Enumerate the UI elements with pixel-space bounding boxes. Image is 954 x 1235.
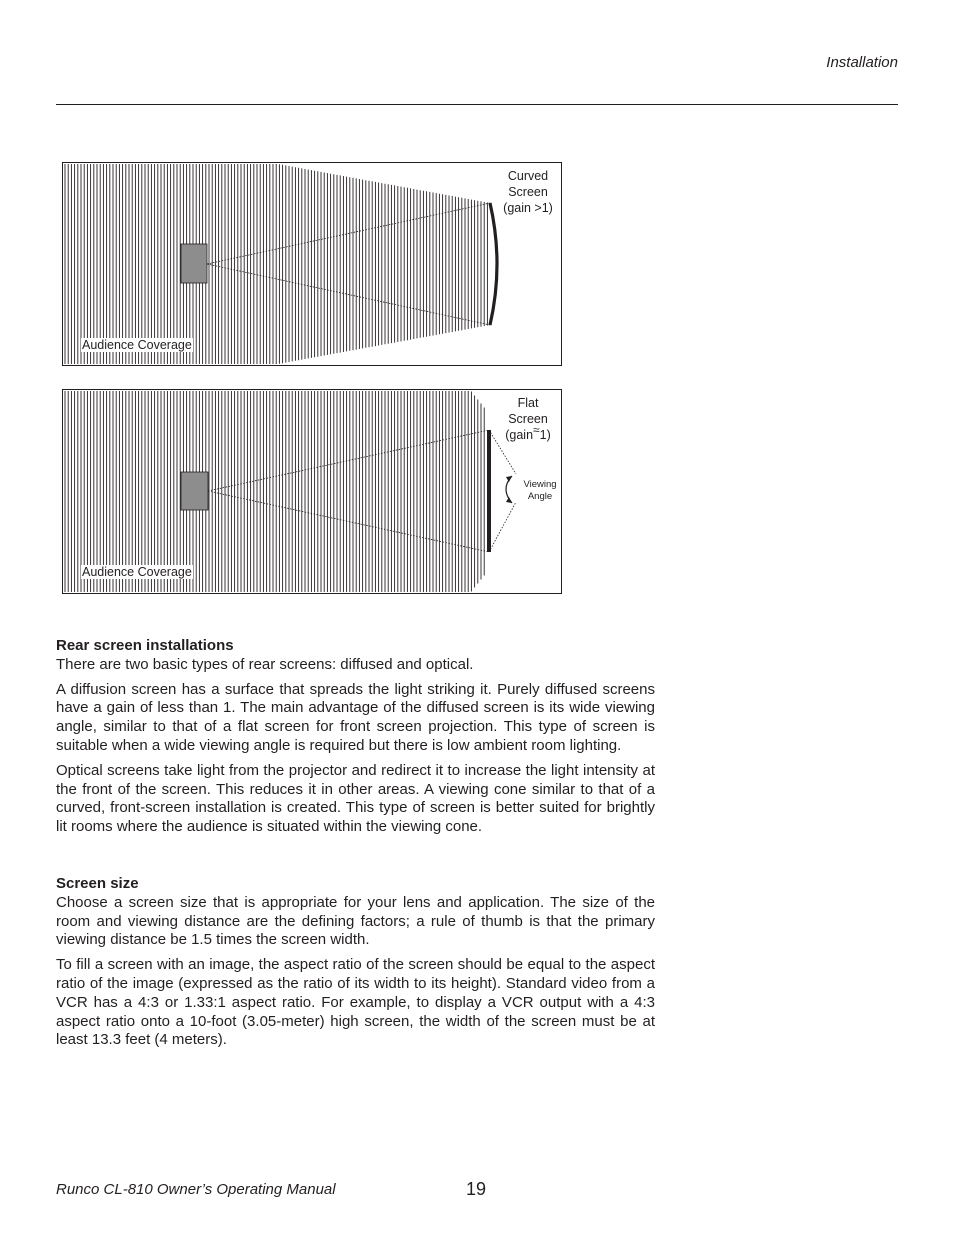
curved-screen-label: Curved Screen (gain >1)	[503, 169, 553, 215]
audience-coverage-hatching	[65, 164, 487, 364]
viewing-angle-arrowhead-bottom	[506, 497, 512, 503]
paragraph: A diffusion screen has a surface that spreads the light striking it. Purely diffused screens have a gain of less than 1. The main advantage of the diffused screen is its wide viewing angle, similar to that of a flat screen for front screen projection. This type of screen is suitable when a wide viewing angle is required but there is low ambient room lighting.	[56, 680, 655, 754]
paragraph: To fill a screen with an image, the aspect ratio of the screen should be equal to the aspect ratio of the image (expressed as the ratio of its width to its height). Standard video from a VCR has a 4:3 or 1.33:1 aspect ratio. For example, to display a VCR output with a 4:3 aspect ratio onto a 10-foot (3.05-meter) high screen, the width of the screen must be at least 13.3 feet (4 meters).	[56, 956, 655, 1049]
projection-ray-bottom	[207, 264, 490, 325]
section-heading: Rear screen installations	[56, 637, 234, 654]
projection-ray-bottom	[208, 491, 489, 552]
paragraph: There are two basic types of rear screens: diffused and optical.	[56, 655, 474, 673]
curved-screen-illustration	[63, 163, 561, 365]
audience-coverage-label: Audience Coverage	[82, 565, 192, 579]
page-number: 19	[466, 1179, 487, 1199]
viewing-angle-arrowhead-top	[506, 476, 512, 482]
section-heading: Screen size	[56, 875, 139, 892]
flat-screen-illustration	[63, 390, 561, 593]
viewing-angle-label: Viewing Angle	[523, 479, 557, 502]
screen-size-section	[56, 875, 655, 1056]
viewing-cone-bottom	[489, 502, 516, 552]
curved-screen-shape	[490, 203, 497, 325]
footer-manual-title: Runco CL-810 Owner’s Operating Manual	[56, 1181, 336, 1198]
rear-screen-section	[56, 637, 655, 843]
audience-coverage-hatching	[65, 391, 484, 592]
audience-coverage-label: Audience Coverage	[82, 338, 192, 352]
projection-ray-top	[207, 203, 490, 264]
header-rule	[56, 104, 898, 105]
projection-ray-top	[208, 430, 489, 491]
paragraph: Choose a screen size that is appropriate for your lens and application. The size of the room and viewing distance are the defining factors; a rule of thumb is that the primary viewing distance be 1.5 times the screen width.	[56, 893, 655, 949]
projector-box	[181, 472, 208, 510]
paragraph: Optical screens take light from the projector and redirect it to increase the light intensity at the front of the screen. This reduces it in other areas. A viewing cone similar to that of a curved, front-screen installation is created. This type of screen is better suited for brightly lit rooms where the audience is situated within the viewing cone.	[56, 761, 655, 836]
flat-screen-label: Flat Screen (gain≈1)	[505, 396, 551, 442]
header-section-title: Installation	[826, 54, 898, 71]
flat-screen-diagram	[62, 389, 562, 594]
projector-box	[181, 244, 207, 283]
curved-screen-diagram	[62, 162, 562, 366]
